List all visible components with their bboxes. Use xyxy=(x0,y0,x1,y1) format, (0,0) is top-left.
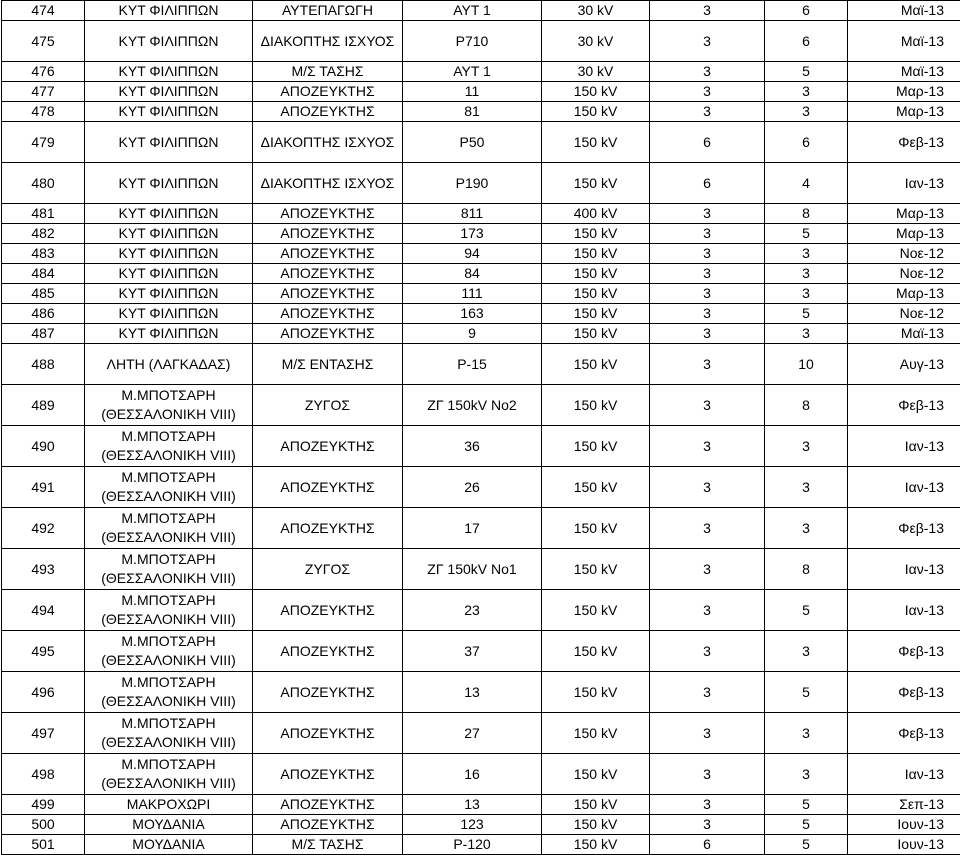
row-number-cell: 481 xyxy=(2,204,85,224)
row-number-cell: 485 xyxy=(2,284,85,304)
value-b-cell: 3 xyxy=(765,631,848,672)
substation-cell: ΚΥΤ ΦΙΛΙΠΠΩΝ xyxy=(85,82,253,102)
row-number-cell: 500 xyxy=(2,815,85,835)
value-b-cell: 6 xyxy=(765,1,848,21)
substation-cell: ΚΥΤ ΦΙΛΙΠΠΩΝ xyxy=(85,204,253,224)
voltage-cell: 30 kV xyxy=(542,1,650,21)
value-a-cell: 6 xyxy=(650,122,765,163)
voltage-cell: 30 kV xyxy=(542,62,650,82)
row-number-cell: 501 xyxy=(2,835,85,855)
date-cell: Μαϊ-13 xyxy=(848,62,960,82)
substation-cell: ΚΥΤ ΦΙΛΙΠΠΩΝ xyxy=(85,264,253,284)
row-number-cell: 492 xyxy=(2,508,85,549)
equipment-code-cell: 26 xyxy=(403,467,542,508)
voltage-cell: 150 kV xyxy=(542,264,650,284)
substation-cell: ΚΥΤ ΦΙΛΙΠΠΩΝ xyxy=(85,122,253,163)
row-number-cell: 496 xyxy=(2,672,85,713)
row-number-cell: 478 xyxy=(2,102,85,122)
value-b-cell: 5 xyxy=(765,304,848,324)
table-row xyxy=(2,549,960,590)
table-row xyxy=(2,815,960,835)
equipment-code-cell: ΑΥΤ 1 xyxy=(403,1,542,21)
row-number-cell: 495 xyxy=(2,631,85,672)
voltage-cell: 150 kV xyxy=(542,508,650,549)
equipment-code-cell: Ρ-15 xyxy=(403,344,542,385)
equipment-code-cell: 111 xyxy=(403,284,542,304)
date-cell: Μαϊ-13 xyxy=(848,1,960,21)
date-cell: Μαρ-13 xyxy=(848,102,960,122)
row-number-cell: 483 xyxy=(2,244,85,264)
equipment-code-cell: Ρ-120 xyxy=(403,835,542,855)
equipment-type-cell: ΑΠΟΖΕΥΚΤΗΣ xyxy=(253,324,403,344)
date-cell: Φεβ-13 xyxy=(848,672,960,713)
substation-cell: ΜΟΥΔΑΝΙΑ xyxy=(85,815,253,835)
substation-cell: ΚΥΤ ΦΙΛΙΠΠΩΝ xyxy=(85,244,253,264)
equipment-code-cell: 16 xyxy=(403,754,542,795)
value-a-cell: 3 xyxy=(650,1,765,21)
substation-cell: Μ.ΜΠΟΤΣΑΡΗ (ΘΕΣΣΑΛΟΝΙΚΗ VIII) xyxy=(85,754,253,795)
value-a-cell: 3 xyxy=(650,102,765,122)
voltage-cell: 150 kV xyxy=(542,385,650,426)
voltage-cell: 150 kV xyxy=(542,713,650,754)
value-a-cell: 3 xyxy=(650,754,765,795)
value-b-cell: 3 xyxy=(765,82,848,102)
row-number-cell: 493 xyxy=(2,549,85,590)
equipment-code-cell: 173 xyxy=(403,224,542,244)
value-a-cell: 3 xyxy=(650,549,765,590)
equipment-code-cell: 37 xyxy=(403,631,542,672)
row-number-cell: 482 xyxy=(2,224,85,244)
row-number-cell: 484 xyxy=(2,264,85,284)
date-cell: Νοε-12 xyxy=(848,304,960,324)
equipment-code-cell: 811 xyxy=(403,204,542,224)
table-row xyxy=(2,508,960,549)
table-row xyxy=(2,102,960,122)
date-cell: Μαρ-13 xyxy=(848,224,960,244)
voltage-cell: 150 kV xyxy=(542,163,650,204)
row-number-cell: 499 xyxy=(2,795,85,815)
voltage-cell: 150 kV xyxy=(542,590,650,631)
substation-cell: ΚΥΤ ΦΙΛΙΠΠΩΝ xyxy=(85,324,253,344)
value-b-cell: 3 xyxy=(765,102,848,122)
voltage-cell: 150 kV xyxy=(542,102,650,122)
date-cell: Μαϊ-13 xyxy=(848,21,960,62)
row-number-cell: 498 xyxy=(2,754,85,795)
substation-cell: ΚΥΤ ΦΙΛΙΠΠΩΝ xyxy=(85,284,253,304)
equipment-code-cell: 123 xyxy=(403,815,542,835)
table-row xyxy=(2,82,960,102)
value-b-cell: 3 xyxy=(765,284,848,304)
value-b-cell: 3 xyxy=(765,467,848,508)
equipment-code-cell: 23 xyxy=(403,590,542,631)
equipment-type-cell: ΑΠΟΖΕΥΚΤΗΣ xyxy=(253,264,403,284)
table-row xyxy=(2,672,960,713)
value-b-cell: 3 xyxy=(765,324,848,344)
equipment-type-cell: ΑΠΟΖΕΥΚΤΗΣ xyxy=(253,224,403,244)
equipment-code-cell: ΖΓ 150kV Νο1 xyxy=(403,549,542,590)
equipment-type-cell: ΑΠΟΖΕΥΚΤΗΣ xyxy=(253,284,403,304)
table-row xyxy=(2,264,960,284)
value-b-cell: 5 xyxy=(765,815,848,835)
substation-cell: Μ.ΜΠΟΤΣΑΡΗ (ΘΕΣΣΑΛΟΝΙΚΗ VIII) xyxy=(85,467,253,508)
row-number-cell: 487 xyxy=(2,324,85,344)
value-a-cell: 3 xyxy=(650,631,765,672)
equipment-type-cell: ΑΠΟΖΕΥΚΤΗΣ xyxy=(253,244,403,264)
table-row xyxy=(2,631,960,672)
date-cell: Φεβ-13 xyxy=(848,631,960,672)
substation-cell: Μ.ΜΠΟΤΣΑΡΗ (ΘΕΣΣΑΛΟΝΙΚΗ VIII) xyxy=(85,672,253,713)
table-row xyxy=(2,324,960,344)
equipment-type-cell: Μ/Σ ΕΝΤΑΣΗΣ xyxy=(253,344,403,385)
voltage-cell: 30 kV xyxy=(542,21,650,62)
date-cell: Μαρ-13 xyxy=(848,204,960,224)
table-row xyxy=(2,204,960,224)
value-b-cell: 3 xyxy=(765,244,848,264)
value-a-cell: 3 xyxy=(650,62,765,82)
substation-cell: Μ.ΜΠΟΤΣΑΡΗ (ΘΕΣΣΑΛΟΝΙΚΗ VIII) xyxy=(85,631,253,672)
voltage-cell: 150 kV xyxy=(542,631,650,672)
equipment-type-cell: ΑΠΟΖΕΥΚΤΗΣ xyxy=(253,204,403,224)
table-row xyxy=(2,21,960,62)
date-cell: Ιαν-13 xyxy=(848,754,960,795)
value-a-cell: 3 xyxy=(650,385,765,426)
value-a-cell: 6 xyxy=(650,163,765,204)
table-row xyxy=(2,284,960,304)
value-a-cell: 3 xyxy=(650,672,765,713)
value-a-cell: 3 xyxy=(650,244,765,264)
value-a-cell: 3 xyxy=(650,590,765,631)
table-row xyxy=(2,244,960,264)
voltage-cell: 150 kV xyxy=(542,344,650,385)
substation-cell: ΚΥΤ ΦΙΛΙΠΠΩΝ xyxy=(85,102,253,122)
value-a-cell: 3 xyxy=(650,426,765,467)
equipment-code-cell: 81 xyxy=(403,102,542,122)
equipment-type-cell: ΖΥΓΟΣ xyxy=(253,549,403,590)
date-cell: Μαϊ-13 xyxy=(848,324,960,344)
date-cell: Φεβ-13 xyxy=(848,122,960,163)
substation-cell: Μ.ΜΠΟΤΣΑΡΗ (ΘΕΣΣΑΛΟΝΙΚΗ VIII) xyxy=(85,713,253,754)
equipment-type-cell: ΑΥΤΕΠΑΓΩΓΗ xyxy=(253,1,403,21)
value-b-cell: 3 xyxy=(765,754,848,795)
voltage-cell: 150 kV xyxy=(542,795,650,815)
substation-cell: Μ.ΜΠΟΤΣΑΡΗ (ΘΕΣΣΑΛΟΝΙΚΗ VIII) xyxy=(85,508,253,549)
table-row xyxy=(2,1,960,21)
table-row xyxy=(2,467,960,508)
equipment-code-cell: 163 xyxy=(403,304,542,324)
voltage-cell: 150 kV xyxy=(542,754,650,795)
voltage-cell: 150 kV xyxy=(542,244,650,264)
voltage-cell: 150 kV xyxy=(542,467,650,508)
equipment-type-cell: ΑΠΟΖΕΥΚΤΗΣ xyxy=(253,508,403,549)
equipment-code-cell: 84 xyxy=(403,264,542,284)
equipment-type-cell: ΔΙΑΚΟΠΤΗΣ ΙΣΧΥΟΣ xyxy=(253,122,403,163)
value-b-cell: 5 xyxy=(765,590,848,631)
equipment-type-cell: Μ/Σ ΤΑΣΗΣ xyxy=(253,62,403,82)
value-b-cell: 6 xyxy=(765,21,848,62)
equipment-type-cell: ΑΠΟΖΕΥΚΤΗΣ xyxy=(253,672,403,713)
value-b-cell: 6 xyxy=(765,122,848,163)
table-row xyxy=(2,795,960,815)
voltage-cell: 150 kV xyxy=(542,304,650,324)
row-number-cell: 486 xyxy=(2,304,85,324)
value-b-cell: 8 xyxy=(765,385,848,426)
date-cell: Φεβ-13 xyxy=(848,713,960,754)
substation-cell: ΚΥΤ ΦΙΛΙΠΠΩΝ xyxy=(85,224,253,244)
value-a-cell: 6 xyxy=(650,835,765,855)
value-a-cell: 3 xyxy=(650,795,765,815)
equipment-code-cell: P50 xyxy=(403,122,542,163)
voltage-cell: 150 kV xyxy=(542,324,650,344)
table-row xyxy=(2,224,960,244)
date-cell: Ιουν-13 xyxy=(848,815,960,835)
row-number-cell: 475 xyxy=(2,21,85,62)
voltage-cell: 150 kV xyxy=(542,426,650,467)
value-a-cell: 3 xyxy=(650,344,765,385)
table-row xyxy=(2,590,960,631)
substation-cell: ΚΥΤ ΦΙΛΙΠΠΩΝ xyxy=(85,62,253,82)
equipment-type-cell: ΖΥΓΟΣ xyxy=(253,385,403,426)
date-cell: Νοε-12 xyxy=(848,244,960,264)
equipment-type-cell: ΑΠΟΖΕΥΚΤΗΣ xyxy=(253,754,403,795)
equipment-type-cell: ΑΠΟΖΕΥΚΤΗΣ xyxy=(253,795,403,815)
substation-cell: ΚΥΤ ΦΙΛΙΠΠΩΝ xyxy=(85,21,253,62)
value-a-cell: 3 xyxy=(650,82,765,102)
date-cell: Ιαν-13 xyxy=(848,549,960,590)
equipment-type-cell: Μ/Σ ΤΑΣΗΣ xyxy=(253,835,403,855)
equipment-code-cell: 94 xyxy=(403,244,542,264)
equipment-code-cell: 13 xyxy=(403,672,542,713)
voltage-cell: 150 kV xyxy=(542,284,650,304)
substation-cell: Μ.ΜΠΟΤΣΑΡΗ (ΘΕΣΣΑΛΟΝΙΚΗ VIII) xyxy=(85,385,253,426)
value-b-cell: 5 xyxy=(765,672,848,713)
value-b-cell: 5 xyxy=(765,835,848,855)
substation-cell: ΚΥΤ ΦΙΛΙΠΠΩΝ xyxy=(85,1,253,21)
value-a-cell: 3 xyxy=(650,815,765,835)
value-b-cell: 8 xyxy=(765,204,848,224)
date-cell: Ιαν-13 xyxy=(848,426,960,467)
substation-cell: Μ.ΜΠΟΤΣΑΡΗ (ΘΕΣΣΑΛΟΝΙΚΗ VIII) xyxy=(85,426,253,467)
value-a-cell: 3 xyxy=(650,508,765,549)
equipment-type-cell: ΔΙΑΚΟΠΤΗΣ ΙΣΧΥΟΣ xyxy=(253,21,403,62)
value-b-cell: 10 xyxy=(765,344,848,385)
table-row xyxy=(2,344,960,385)
value-b-cell: 3 xyxy=(765,264,848,284)
equipment-type-cell: ΔΙΑΚΟΠΤΗΣ ΙΣΧΥΟΣ xyxy=(253,163,403,204)
voltage-cell: 150 kV xyxy=(542,672,650,713)
table-row xyxy=(2,754,960,795)
table-row xyxy=(2,713,960,754)
date-cell: Φεβ-13 xyxy=(848,385,960,426)
voltage-cell: 150 kV xyxy=(542,815,650,835)
equipment-code-cell: P710 xyxy=(403,21,542,62)
equipment-code-cell: 27 xyxy=(403,713,542,754)
equipment-code-cell: 36 xyxy=(403,426,542,467)
row-number-cell: 491 xyxy=(2,467,85,508)
equipment-code-cell: 13 xyxy=(403,795,542,815)
value-b-cell: 5 xyxy=(765,795,848,815)
row-number-cell: 479 xyxy=(2,122,85,163)
value-a-cell: 3 xyxy=(650,324,765,344)
date-cell: Νοε-12 xyxy=(848,264,960,284)
value-a-cell: 3 xyxy=(650,224,765,244)
value-b-cell: 4 xyxy=(765,163,848,204)
date-cell: Μαρ-13 xyxy=(848,284,960,304)
equipment-type-cell: ΑΠΟΖΕΥΚΤΗΣ xyxy=(253,590,403,631)
value-a-cell: 3 xyxy=(650,264,765,284)
equipment-code-cell: 11 xyxy=(403,82,542,102)
equipment-code-cell: P190 xyxy=(403,163,542,204)
substation-cell: ΜΟΥΔΑΝΙΑ xyxy=(85,835,253,855)
date-cell: Ιουν-13 xyxy=(848,835,960,855)
value-b-cell: 8 xyxy=(765,549,848,590)
row-number-cell: 476 xyxy=(2,62,85,82)
equipment-type-cell: ΑΠΟΖΕΥΚΤΗΣ xyxy=(253,631,403,672)
value-b-cell: 5 xyxy=(765,62,848,82)
table-row xyxy=(2,62,960,82)
value-a-cell: 3 xyxy=(650,467,765,508)
value-b-cell: 3 xyxy=(765,426,848,467)
value-a-cell: 3 xyxy=(650,304,765,324)
equipment-code-cell: ΑΥΤ 1 xyxy=(403,62,542,82)
row-number-cell: 490 xyxy=(2,426,85,467)
row-number-cell: 477 xyxy=(2,82,85,102)
equipment-code-cell: 17 xyxy=(403,508,542,549)
row-number-cell: 474 xyxy=(2,1,85,21)
equipment-type-cell: ΑΠΟΖΕΥΚΤΗΣ xyxy=(253,82,403,102)
voltage-cell: 400 kV xyxy=(542,204,650,224)
value-b-cell: 5 xyxy=(765,224,848,244)
value-a-cell: 3 xyxy=(650,21,765,62)
substation-cell: ΚΥΤ ΦΙΛΙΠΠΩΝ xyxy=(85,304,253,324)
date-cell: Ιαν-13 xyxy=(848,163,960,204)
voltage-cell: 150 kV xyxy=(542,122,650,163)
value-a-cell: 3 xyxy=(650,284,765,304)
row-number-cell: 489 xyxy=(2,385,85,426)
row-number-cell: 497 xyxy=(2,713,85,754)
table-row xyxy=(2,835,960,855)
equipment-type-cell: ΑΠΟΖΕΥΚΤΗΣ xyxy=(253,304,403,324)
row-number-cell: 488 xyxy=(2,344,85,385)
table-row xyxy=(2,385,960,426)
equipment-type-cell: ΑΠΟΖΕΥΚΤΗΣ xyxy=(253,467,403,508)
substation-cell: ΛΗΤΗ (ΛΑΓΚΑΔΑΣ) xyxy=(85,344,253,385)
value-a-cell: 3 xyxy=(650,713,765,754)
value-b-cell: 3 xyxy=(765,508,848,549)
equipment-type-cell: ΑΠΟΖΕΥΚΤΗΣ xyxy=(253,426,403,467)
equipment-code-cell: 9 xyxy=(403,324,542,344)
equipment-type-cell: ΑΠΟΖΕΥΚΤΗΣ xyxy=(253,102,403,122)
equipment-type-cell: ΑΠΟΖΕΥΚΤΗΣ xyxy=(253,713,403,754)
date-cell: Αυγ-13 xyxy=(848,344,960,385)
table-row xyxy=(2,426,960,467)
table-body xyxy=(2,1,960,855)
voltage-cell: 150 kV xyxy=(542,549,650,590)
value-b-cell: 3 xyxy=(765,713,848,754)
equipment-type-cell: ΑΠΟΖΕΥΚΤΗΣ xyxy=(253,815,403,835)
substation-cell: ΜΑΚΡΟΧΩΡΙ xyxy=(85,795,253,815)
equipment-table xyxy=(1,0,960,855)
table-row xyxy=(2,163,960,204)
substation-cell: Μ.ΜΠΟΤΣΑΡΗ (ΘΕΣΣΑΛΟΝΙΚΗ VIII) xyxy=(85,549,253,590)
row-number-cell: 480 xyxy=(2,163,85,204)
substation-cell: Μ.ΜΠΟΤΣΑΡΗ (ΘΕΣΣΑΛΟΝΙΚΗ VIII) xyxy=(85,590,253,631)
row-number-cell: 494 xyxy=(2,590,85,631)
date-cell: Μαρ-13 xyxy=(848,82,960,102)
voltage-cell: 150 kV xyxy=(542,224,650,244)
table-row xyxy=(2,122,960,163)
substation-cell: ΚΥΤ ΦΙΛΙΠΠΩΝ xyxy=(85,163,253,204)
date-cell: Φεβ-13 xyxy=(848,508,960,549)
voltage-cell: 150 kV xyxy=(542,835,650,855)
table-row xyxy=(2,304,960,324)
date-cell: Ιαν-13 xyxy=(848,467,960,508)
date-cell: Σεπ-13 xyxy=(848,795,960,815)
voltage-cell: 150 kV xyxy=(542,82,650,102)
equipment-code-cell: ΖΓ 150kV Νο2 xyxy=(403,385,542,426)
value-a-cell: 3 xyxy=(650,204,765,224)
date-cell: Ιαν-13 xyxy=(848,590,960,631)
